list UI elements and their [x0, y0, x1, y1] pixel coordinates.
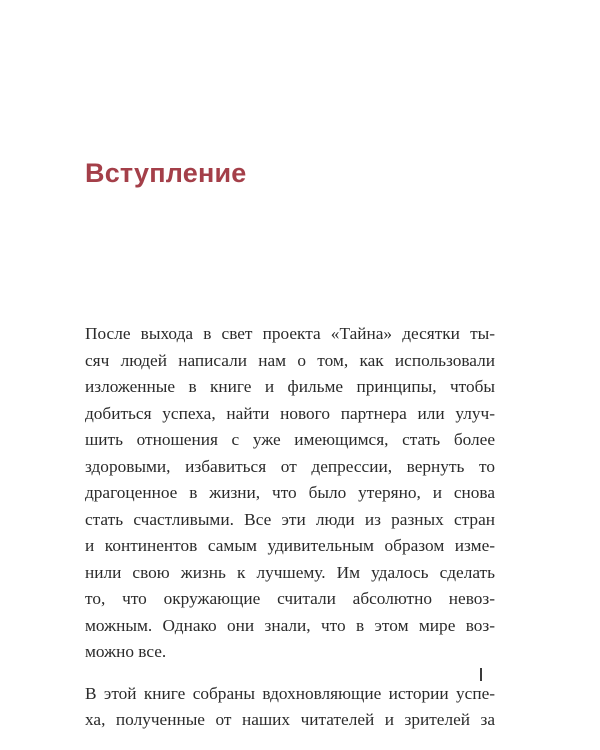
text-line: сяч людей написали нам о том, как использовали: [85, 350, 495, 370]
text-line: здоровыми, избавиться от депрессии, вернуть то: [85, 456, 495, 476]
chapter-title: Вступление: [85, 158, 247, 188]
text-line: После выхода в свет проекта «Тайна» десятки ты-: [85, 324, 495, 343]
text-line: то, что окружающие считали абсолютно невоз-: [85, 589, 495, 608]
text-line: В этой книге собраны вдохновляющие истории успе-: [85, 683, 495, 703]
text-line: добиться успеха, найти нового партнера или улуч-: [85, 403, 495, 423]
text-line: драгоценное в жизни, что было утеряно, и снова: [85, 483, 495, 502]
body-text: [85, 321, 495, 734]
text-line: изложенные в книге и фильме принципы, чтобы: [85, 377, 495, 396]
text-line: ха, полученные от наших читателей и зрителей за: [85, 710, 495, 729]
text-line: шить отношения с уже имеющимся, стать более: [85, 430, 495, 449]
paragraph-2: [85, 681, 495, 734]
text-line: можным. Однако они знали, что в этом мире воз-: [85, 615, 495, 635]
paragraph-1: [85, 321, 495, 666]
text-line: стать счастливыми. Все эти люди из разных стран: [85, 509, 495, 529]
page-marker: [480, 668, 482, 681]
text-line: и континентов самым удивительным образом изме-: [85, 536, 495, 555]
text-line: можно все.: [85, 642, 167, 661]
text-line: нили свою жизнь к лучшему. Им удалось сделать: [85, 562, 495, 582]
